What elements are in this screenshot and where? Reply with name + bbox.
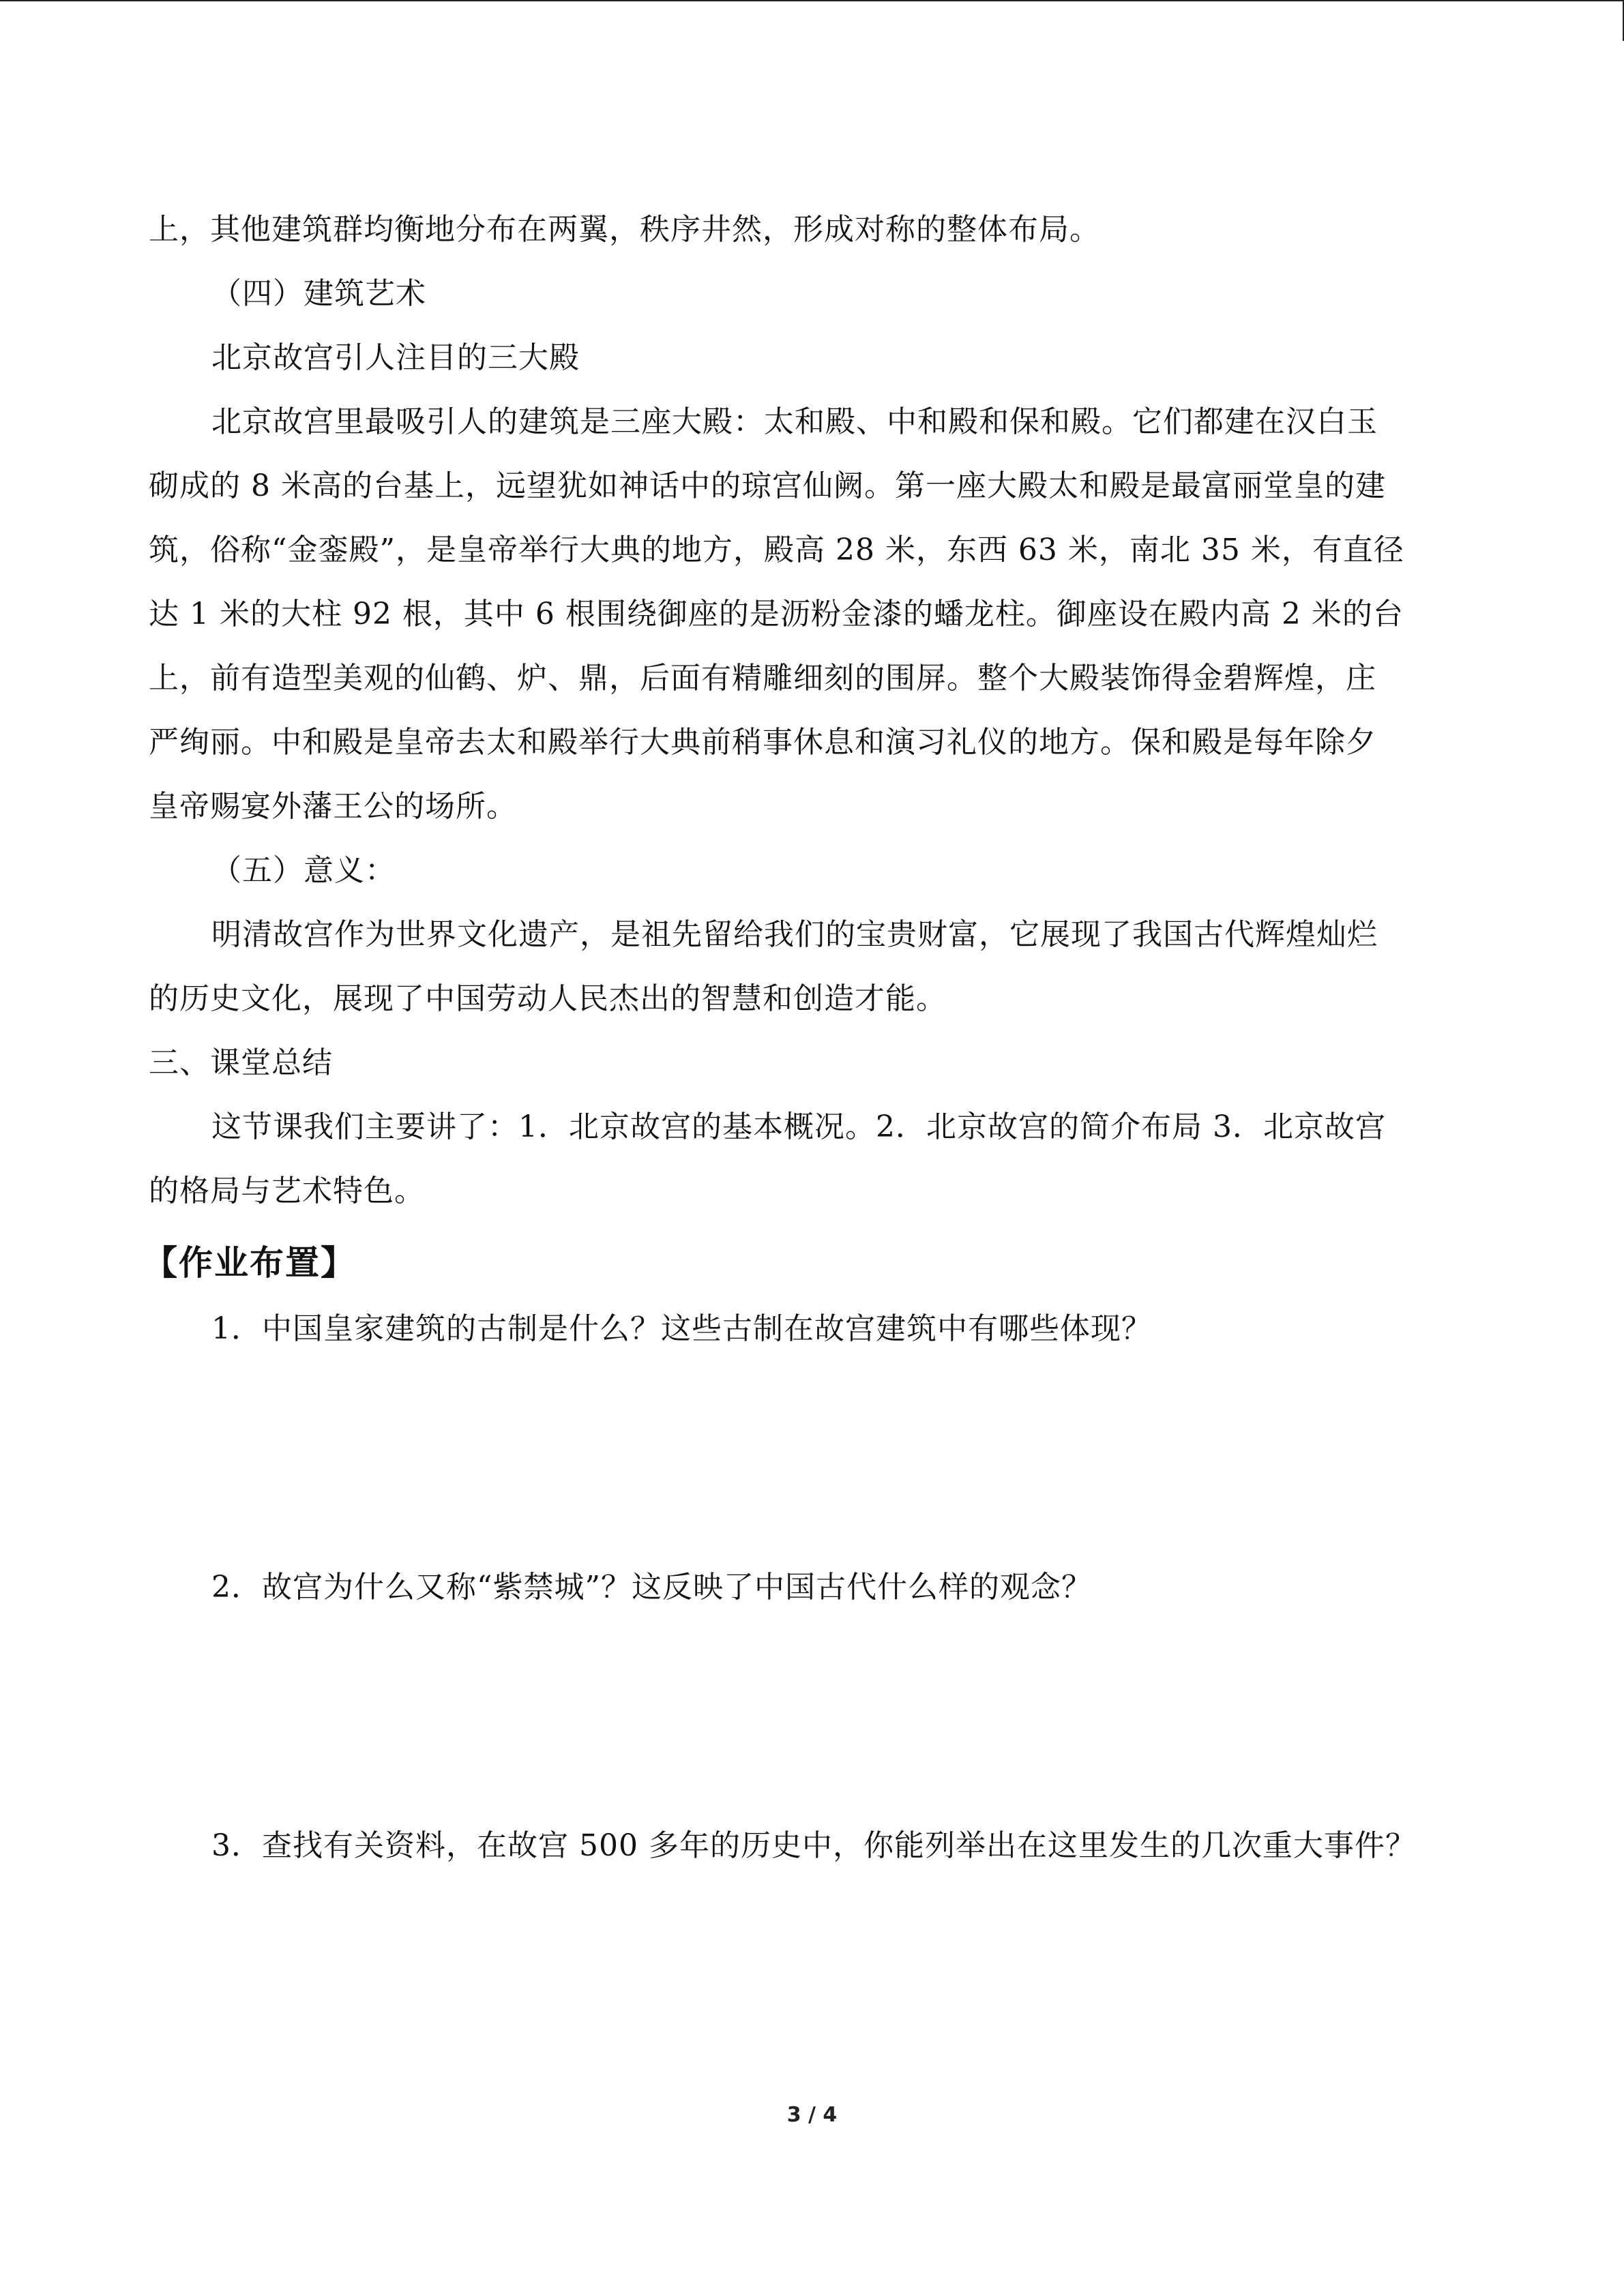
homework-question-1: 1．中国皇家建筑的古制是什么？这些古制在故宫建筑中有哪些体现？ xyxy=(211,1311,1152,1346)
homework-question-3: 3．查找有关资料，在故宫 500 多年的历史中，你能列举出在这里发生的几次重大事件？ xyxy=(211,1828,1416,1863)
section-heading-summary: 三、课堂总结 xyxy=(149,1045,333,1080)
document-body xyxy=(143,198,1458,1878)
paragraph-line: 这节课我们主要讲了：1．北京故宫的基本概况。2．北京故宫的简介布局 3．北京故宫 xyxy=(211,1109,1386,1144)
section-heading-architecture-art: （四）建筑艺术 xyxy=(211,276,426,311)
paragraph-line: 明清故宫作为世界文化遗产，是祖先留给我们的宝贵财富，它展现了我国古代辉煌灿烂 xyxy=(211,917,1378,952)
homework-heading: 【作业布置】 xyxy=(143,1243,356,1283)
page-top-border xyxy=(0,0,1623,2)
paragraph-line: 上，其他建筑群均衡地分布在两翼，秩序井然，形成对称的整体布局。 xyxy=(149,212,1100,247)
paragraph-line: 严绚丽。中和殿是皇帝去太和殿举行大典前稍事休息和演习礼仪的地方。保和殿是每年除夕 xyxy=(149,725,1376,760)
subheading-three-halls: 北京故宫引人注目的三大殿 xyxy=(211,340,580,375)
section-heading-significance: （五）意义： xyxy=(211,853,396,888)
paragraph-line: 北京故宫里最吸引人的建筑是三座大殿：太和殿、中和殿和保和殿。它们都建在汉白玉 xyxy=(211,404,1378,439)
answer-space xyxy=(149,1620,1458,1814)
paragraph-line: 的历史文化，展现了中国劳动人民杰出的智慧和创造才能。 xyxy=(149,981,947,1016)
paragraph-line: 筑，俗称“金銮殿”，是皇帝举行大典的地方，殿高 28 米，东西 63 米，南北 35 米，有直径 xyxy=(149,533,1404,567)
paragraph-line: 达 1 米的大柱 92 根，其中 6 根围绕御座的是沥粉金漆的蟠龙柱。御座设在殿内高 2 米的台 xyxy=(149,597,1404,631)
homework-question-2: 2．故宫为什么又称“紫禁城”？这反映了中国古代什么样的观念？ xyxy=(211,1570,1092,1605)
paragraph-line: 的格局与艺术特色。 xyxy=(149,1174,425,1208)
answer-space xyxy=(149,1361,1458,1555)
paragraph-line: 砌成的 8 米高的台基上，远望犹如神话中的琼宫仙阙。第一座大殿太和殿是最富丽堂皇的建 xyxy=(149,468,1386,503)
paragraph-line: 上，前有造型美观的仙鹤、炉、鼎，后面有精雕细刻的围屏。整个大殿装饰得金碧辉煌，庄 xyxy=(149,661,1376,696)
paragraph-line: 皇帝赐宴外藩王公的场所。 xyxy=(149,789,517,824)
page-number: 3 / 4 xyxy=(786,2103,838,2127)
